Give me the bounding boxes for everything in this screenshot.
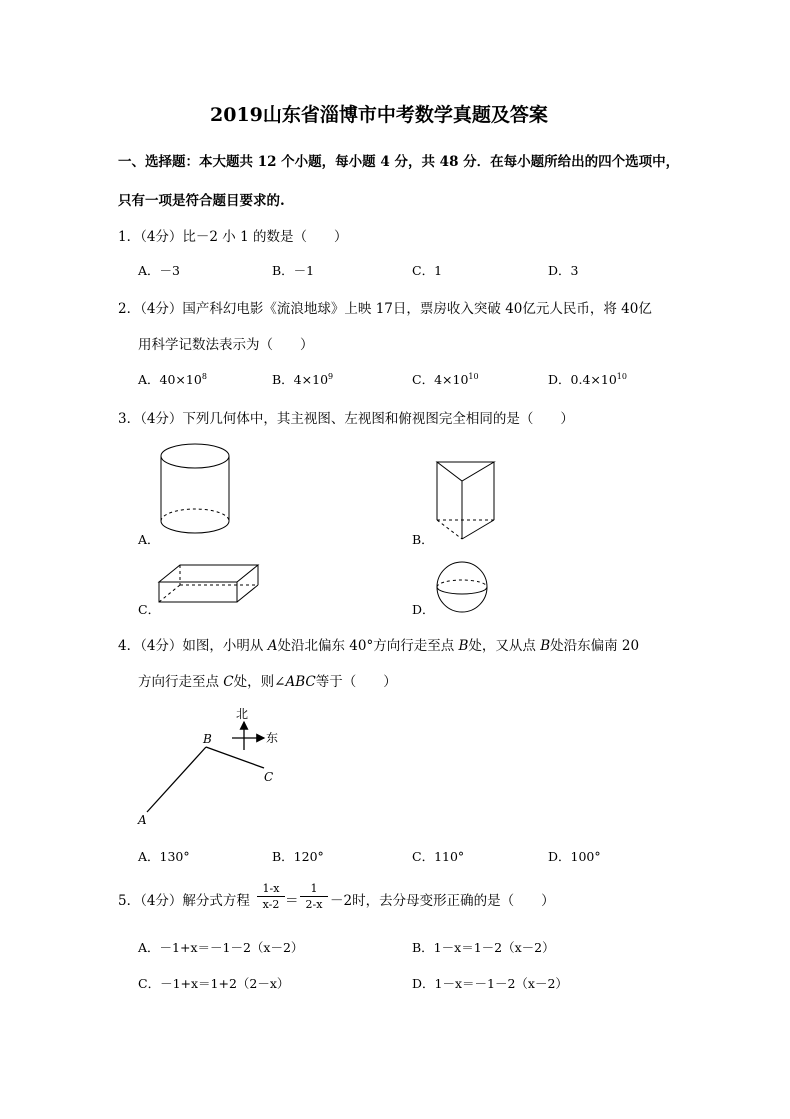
east-label: 东 (266, 731, 279, 745)
q4-option-d[interactable]: D．100° (548, 849, 601, 864)
q5-option-c[interactable]: C．－1+x＝1+2（2－x） (138, 976, 290, 991)
question-4-stem-line2: 方向行走至点 C处，则∠ABC等于（ ） (138, 674, 397, 690)
section-header-line1: 一、选择题：本大题共 12 个小题，每小题 4 分，共 48 分．在每小题所给出的四个选项中， (118, 154, 680, 170)
question-5-stem-b: －2时，去分母变形正确的是（ ） (330, 893, 555, 909)
fraction-2-numerator: 1 (300, 881, 328, 897)
path-ab (147, 747, 206, 812)
fraction-1-denominator: x-2 (262, 898, 280, 911)
q3-option-a[interactable]: A． (138, 532, 160, 547)
question-5-stem-a: 5．（4分）解分式方程 (118, 893, 250, 909)
q3-option-d[interactable]: D． (412, 602, 435, 617)
q2-option-b[interactable]: B．$4\times 10^9$ (272, 371, 334, 387)
question-3-stem: 3．（4分）下列几何体中，其主视图、左视图和俯视图完全相同的是（ ） (118, 411, 574, 427)
question-2-stem-line2: 用科学记数法表示为（ ） (138, 337, 314, 353)
path-bc (206, 747, 264, 768)
q1-option-b[interactable]: B．－1 (272, 263, 315, 278)
north-label: 北 (236, 707, 249, 721)
q4-option-a[interactable]: A．130° (138, 849, 190, 864)
fraction-1-numerator: 1-x (257, 881, 285, 897)
q1-option-c[interactable]: C．1 (412, 263, 443, 278)
fraction-2-denominator: 2-x (305, 898, 323, 911)
fraction-2 (300, 881, 328, 912)
point-c-label: C (264, 770, 274, 784)
fraction-1 (257, 881, 285, 912)
question-4-stem-line1: 4．（4分）如图，小明从 A处沿北偏东 40°方向行走至点 B处，又从点 B处沿东偏南 20 (118, 638, 640, 654)
point-b-label: B (203, 732, 212, 746)
q5-option-b[interactable]: B．1－x＝1－2（x－2） (412, 940, 555, 955)
section-header-line2: 只有一项是符合题目要求的. (118, 193, 285, 209)
q1-option-a[interactable]: A．－3 (138, 263, 180, 278)
q5-option-d[interactable]: D．1－x＝－1－2（x－2） (412, 976, 568, 991)
q1-option-d[interactable]: D．3 (548, 263, 579, 278)
q3-option-b[interactable]: B． (412, 532, 434, 547)
q2-option-c[interactable]: C．$4\times 10^{10}$ (412, 371, 479, 387)
page-title: 2019山东省淄博市中考数学真题及答案 (210, 104, 548, 126)
q4-option-c[interactable]: C．110° (412, 849, 465, 864)
q5-option-a[interactable]: A．－1+x＝－1－2（x－2） (138, 940, 304, 955)
q2-option-a[interactable]: A．$40\times 10^8$ (138, 371, 207, 387)
question-1-stem: 1．（4分）比－2 小 1 的数是（ ） (118, 229, 348, 245)
q4-option-b[interactable]: B．120° (272, 849, 324, 864)
equals-sign: ＝ (285, 893, 299, 909)
point-a-label: A (138, 813, 147, 827)
question-2-stem-line1: 2．（4分）国产科幻电影《流浪地球》上映 17日，票房收入突破 40亿元人民币，将 40亿 (118, 301, 652, 317)
q3-option-c[interactable]: C． (138, 602, 161, 617)
q2-option-d[interactable]: D．$0.4\times 10^{10}$ (548, 371, 627, 387)
